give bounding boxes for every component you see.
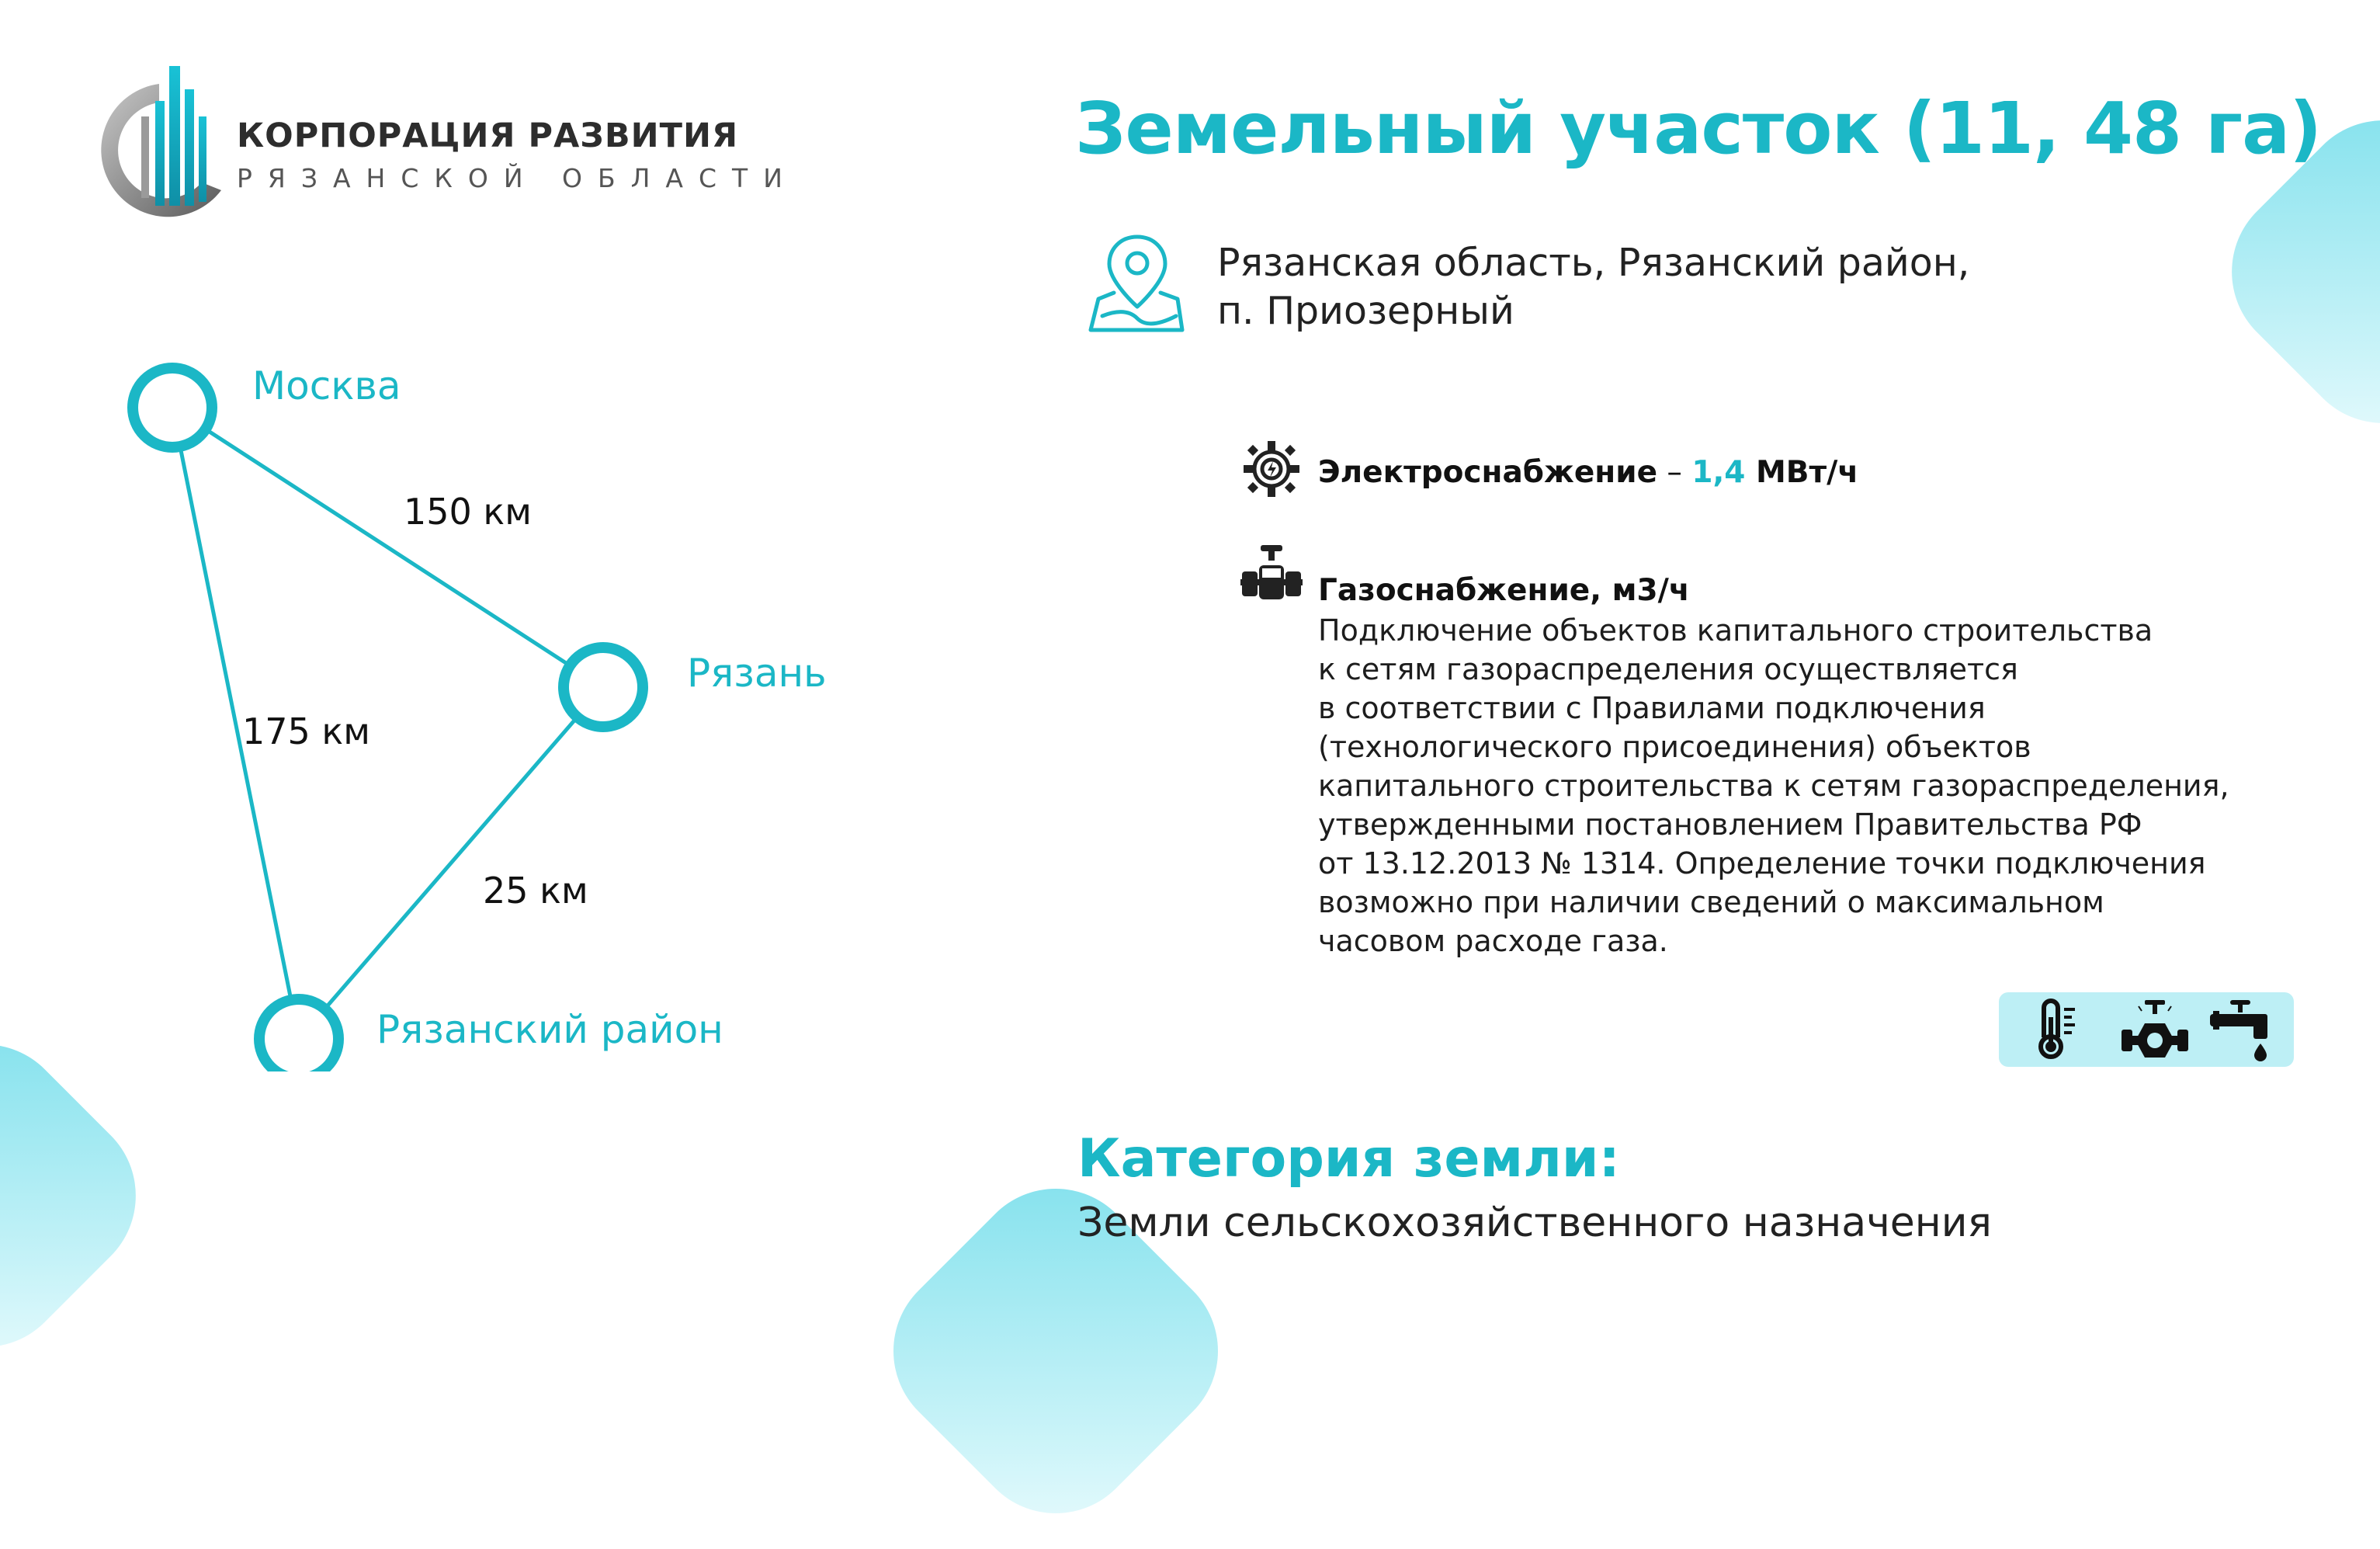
gas-pipe-icon	[1240, 544, 1303, 606]
city-label-ryazan-district: Рязанский район	[376, 1007, 723, 1052]
distance-map	[0, 295, 699, 1071]
logo-subtitle: РЯЗАНСКОЙ ОБЛАСТИ	[237, 163, 798, 193]
electricity-row	[1318, 455, 1858, 490]
gas-line: Подключение объектов капитального строительства	[1318, 613, 2153, 648]
edge-moscow-ryazan	[172, 408, 603, 687]
utility-icons-box	[1999, 992, 2294, 1067]
water-tap-icon	[2210, 997, 2275, 1062]
node-moscow	[133, 368, 212, 447]
node-ryazan	[564, 648, 643, 727]
logo-title: КОРПОРАЦИЯ РАЗВИТИЯ	[237, 116, 739, 155]
electricity-label: Электроснабжение	[1318, 455, 1658, 490]
gas-title: Газоснабжение, м3/ч	[1318, 573, 1690, 608]
location-line-2: п. Приозерный	[1217, 289, 1514, 333]
map-pin-icon	[1083, 229, 1192, 338]
distance-ryazan-district: 25 км	[483, 870, 588, 912]
gas-line: от 13.12.2013 № 1314. Определение точки подключения	[1318, 846, 2206, 880]
city-label-moscow: Москва	[252, 363, 401, 408]
location-line-1: Рязанская область, Рязанский район,	[1217, 241, 1970, 285]
page-title: Земельный участок (11, 48 га)	[1075, 87, 2322, 170]
land-category-title: Категория земли:	[1077, 1128, 1620, 1190]
gas-line: возможно при наличии сведений о максимальном	[1318, 885, 2104, 919]
city-label-ryazan: Рязань	[687, 651, 827, 696]
land-category-value: Земли сельскохозяйственного назначения	[1077, 1200, 1992, 1246]
logo	[85, 62, 798, 225]
power-gear-icon	[1242, 439, 1301, 498]
distance-moscow-district: 175 км	[242, 710, 370, 752]
gas-line: к сетям газораспределения осуществляется	[1318, 652, 2018, 686]
gas-description	[1318, 611, 2229, 960]
thermometer-icon	[2030, 999, 2084, 1061]
node-ryazan-district	[259, 999, 338, 1071]
gas-line: (технологического присоединения) объектов	[1318, 730, 2031, 764]
gas-line: часовом расходе газа.	[1318, 924, 1668, 958]
distance-moscow-ryazan: 150 км	[404, 491, 532, 533]
electricity-value: 1,4	[1691, 455, 1746, 490]
gas-line: утвержденными постановлением Правительства РФ	[1318, 807, 2142, 842]
valve-icon	[2122, 999, 2188, 1061]
gas-line: капитального строительства к сетям газораспределения,	[1318, 769, 2229, 803]
gas-line: в соответствии с Правилами подключения	[1318, 691, 1986, 725]
logo-mark-icon	[85, 62, 225, 217]
electricity-unit: МВт/ч	[1745, 455, 1859, 490]
electricity-dash: –	[1657, 455, 1692, 490]
